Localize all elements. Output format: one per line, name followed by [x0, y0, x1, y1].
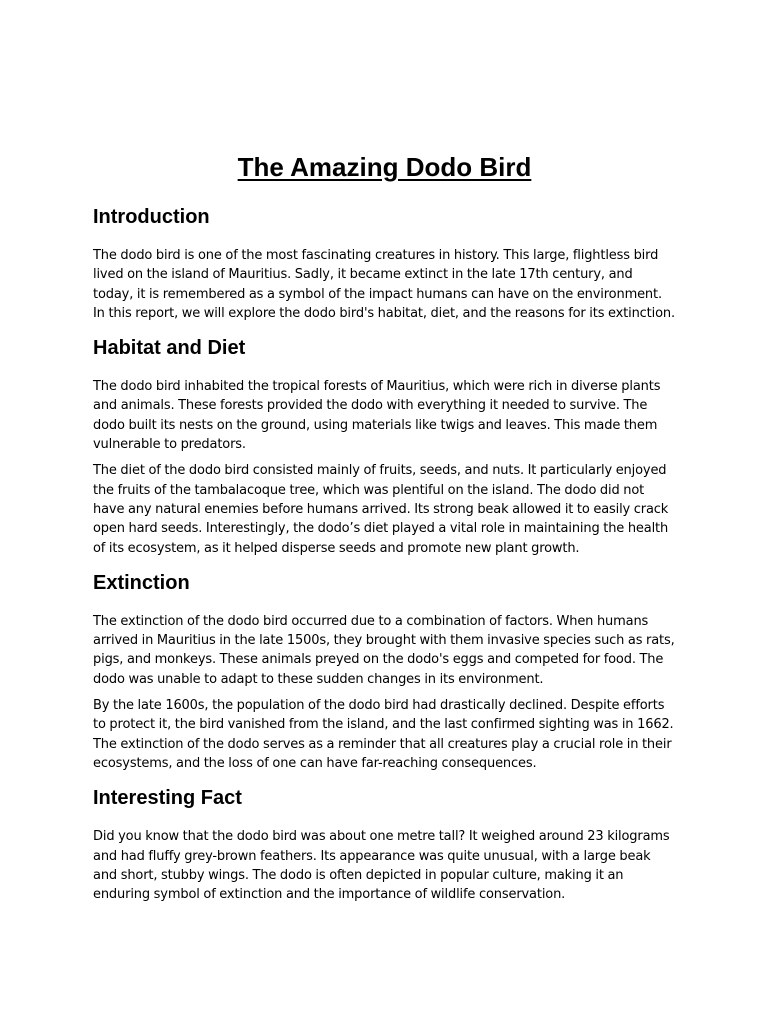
section-heading: Interesting Fact: [93, 787, 242, 810]
paragraph: Did you know that the dodo bird was about one metre tall? It weighed around 23 kilograms and had fluffy grey-brown feathers. Its appearance was quite unusual, with a large beak and short, stubby wings. The dodo is often depicted in popular culture, making it an enduring symbol of extinction and the importance of wildlife conservation.: [93, 829, 670, 903]
section-heading: Extinction: [93, 571, 190, 594]
section-interesting-fact: [93, 785, 676, 904]
document-title: The Amazing Dodo Bird: [237, 152, 532, 182]
paragraph: The dodo bird inhabited the tropical forests of Mauritius, which were rich in diverse plants and animals. These forests provided the dodo with everything it needed to survive. The dodo built its nests on the ground, using materials like twigs and leaves. This made them vulnerable to predators.: [93, 379, 661, 453]
paragraph: By the late 1600s, the population of the dodo bird had drastically declined. Despite efforts to protect it, the bird vanished from the island, and the last confirmed sighting was in 1662. The extinction of the dodo serves as a reminder that all creatures play a crucial role in their ecosystems, and the loss of one can have far-reaching consequences.: [93, 698, 674, 771]
paragraph: The diet of the dodo bird consisted mainly of fruits, seeds, and nuts. It particularly enjoyed the fruits of the tambalacoque tree, which was plentiful on the island. The dodo did not have any natural enemies before humans arrived. Its strong beak allowed it to easily crack open hard seeds. Interestingly, the dodo’s diet played a vital role in maintaining the health of its ecosystem, as it helped disperse seeds and promote new plant growth.: [93, 463, 669, 556]
document-page: [93, 150, 676, 916]
section-heading: Habitat and Diet: [93, 337, 246, 360]
section-habitat-and-diet: [93, 335, 676, 558]
section-extinction: [93, 570, 676, 773]
section-introduction: [93, 204, 676, 323]
paragraph: The extinction of the dodo bird occurred due to a combination of factors. When humans arrived in Mauritius in the late 1500s, they brought with them invasive species such as rats, pigs, and monkeys. These animals preyed on the dodo's eggs and competed for food. The dodo was unable to adapt to these sudden changes in its environment.: [93, 613, 675, 687]
section-heading: Introduction: [93, 206, 210, 228]
paragraph: The dodo bird is one of the most fascinating creatures in history. This large, flightless bird lived on the island of Mauritius. Sadly, it became extinct in the late 17th century, and today, it is remembered as a symbol of the impact humans can have on the environment. In this report, we will explore the dodo bird's habitat, diet, and the reasons for its extinction.: [93, 248, 675, 321]
